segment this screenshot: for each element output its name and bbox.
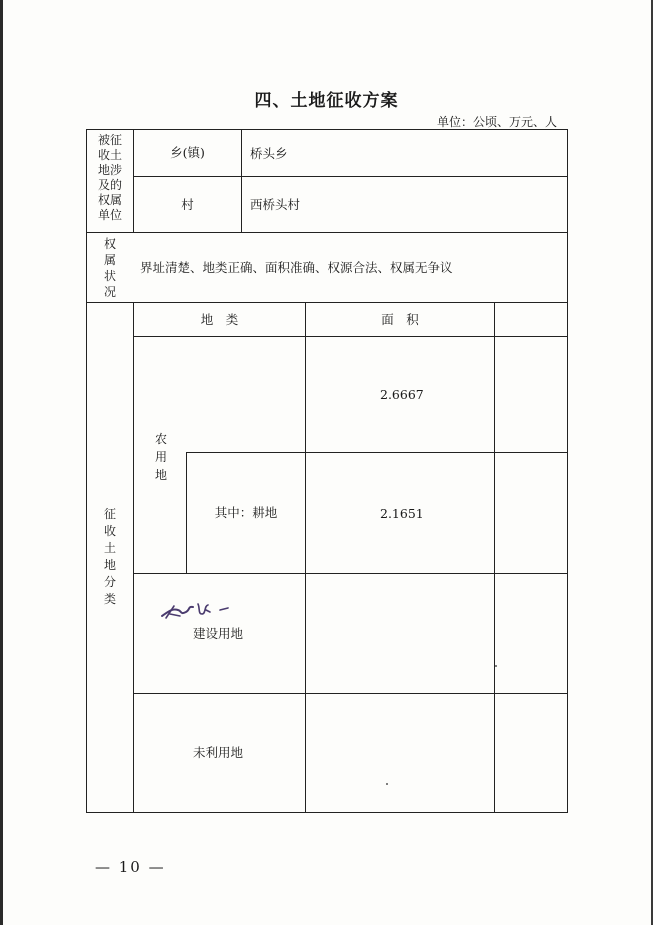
label-line: 土 <box>103 541 116 555</box>
divider-ownership <box>86 232 568 233</box>
label-line: 农 <box>154 432 167 446</box>
label-line: 被征 <box>97 133 122 147</box>
table-bottom-border <box>86 812 568 813</box>
label-line: 权属 <box>97 193 122 207</box>
label-line: 况 <box>103 285 116 299</box>
label-line: 地 <box>154 468 167 482</box>
label-line: 单位 <box>97 208 122 222</box>
village-label: 村 <box>181 196 194 212</box>
label-line: 征 <box>103 507 116 521</box>
label-line: 收 <box>103 524 116 538</box>
construction-row-top <box>133 573 568 574</box>
scan-edge-left <box>0 0 3 925</box>
label-line: 地涉 <box>97 163 122 177</box>
scan-speck <box>386 783 388 785</box>
township-value: 桥头乡 <box>250 146 288 161</box>
handwritten-signature <box>160 598 235 624</box>
township-label: 乡(镇) <box>170 145 205 160</box>
unit-note: 单位：公顷、万元、人 <box>436 115 557 129</box>
area-col-right <box>494 302 495 813</box>
ownership-value-divider <box>241 129 242 233</box>
classification-label <box>87 506 133 608</box>
label-line: 属 <box>103 253 116 267</box>
label-line: 权 <box>103 237 116 251</box>
unused-row-top <box>133 693 568 694</box>
arable-land-label: 其中：耕地 <box>214 505 278 520</box>
scan-speck <box>495 665 497 667</box>
ownership-status-label <box>87 236 133 300</box>
label-line: 类 <box>103 592 116 606</box>
page-title: 四、土地征收方案 <box>254 91 399 111</box>
agricultural-land-area: 2.6667 <box>380 387 424 402</box>
agricultural-land-label <box>150 430 172 484</box>
unused-land-label: 未利用地 <box>193 745 244 760</box>
classification-header-bottom <box>133 336 568 337</box>
page-number: — 10 — <box>95 858 166 876</box>
arable-land-area: 2.1651 <box>380 506 424 521</box>
label-line: 用 <box>154 450 167 464</box>
village-value: 西桥头村 <box>250 197 301 212</box>
area-col-left <box>305 302 306 813</box>
label-col-divider-2 <box>133 302 134 813</box>
label-line: 分 <box>103 575 116 589</box>
label-line: 状 <box>103 269 116 283</box>
column-header-area: 面 积 <box>381 311 419 327</box>
ownership-status-value: 界址清楚、地类正确、面积准确、权源合法、权属无争议 <box>140 260 453 275</box>
column-header-land-type: 地 类 <box>200 311 239 327</box>
label-line: 地 <box>103 558 116 572</box>
construction-land-label: 建设用地 <box>193 626 244 641</box>
label-line: 及的 <box>97 178 122 192</box>
ownership-unit-label <box>87 133 133 223</box>
label-line: 收土 <box>97 148 122 162</box>
